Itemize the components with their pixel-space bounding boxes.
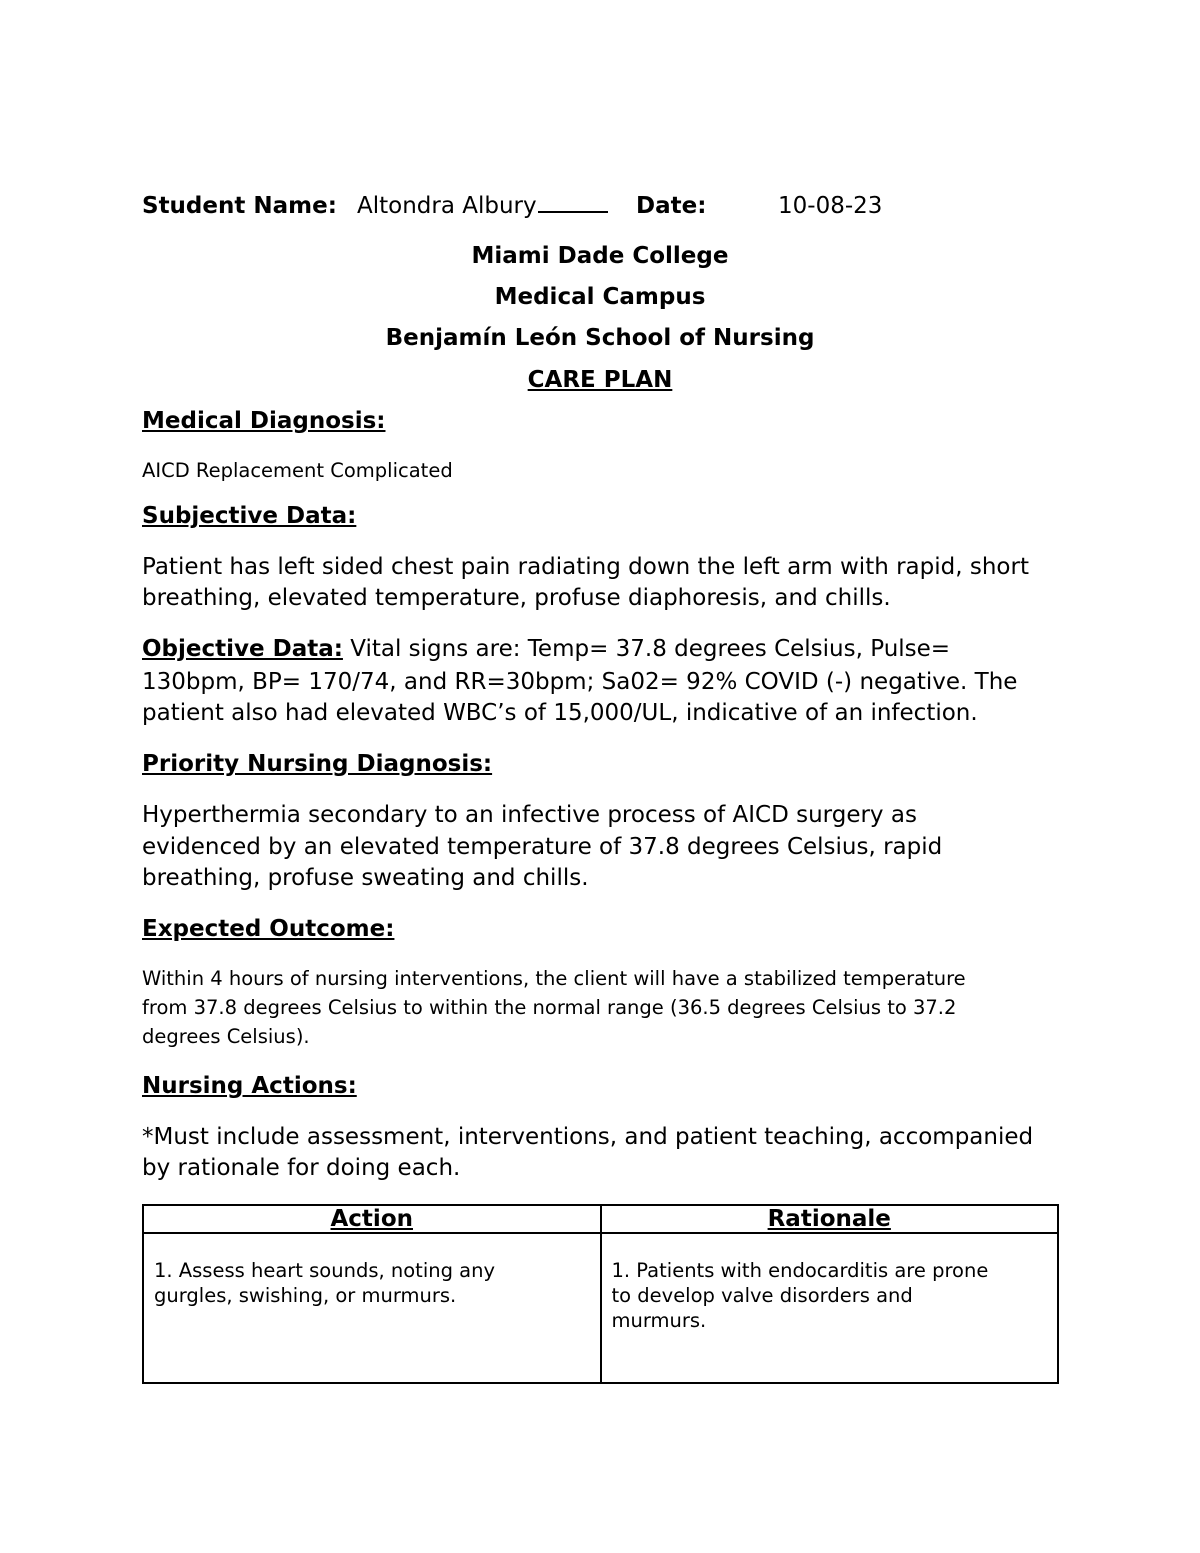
priority-diagnosis-line: breathing, profuse sweating and chills. bbox=[142, 865, 589, 891]
rationale-text-line: murmurs. bbox=[611, 1309, 707, 1332]
name-underline bbox=[538, 210, 608, 213]
school-name: Benjamín León School of Nursing bbox=[385, 325, 815, 351]
table-row bbox=[143, 1233, 1058, 1383]
campus-name: Medical Campus bbox=[494, 284, 706, 310]
medical-diagnosis-heading: Medical Diagnosis: bbox=[142, 408, 386, 434]
student-name-label: Student Name: bbox=[142, 193, 337, 219]
action-text-line: 1. Assess heart sounds, noting any bbox=[154, 1259, 496, 1282]
objective-data-line: patient also had elevated WBC’s of 15,000/UL, indicative of an infection. bbox=[142, 700, 978, 726]
expected-outcome-line: from 37.8 degrees Celsius to within the normal range (36.5 degrees Celsius to 37.2 bbox=[142, 996, 957, 1019]
action-column-header: Action bbox=[143, 1205, 601, 1233]
table-header-row bbox=[143, 1205, 1058, 1233]
objective-data-line bbox=[142, 634, 1058, 665]
action-text-line: gurgles, swishing, or murmurs. bbox=[154, 1284, 457, 1307]
subjective-data-heading: Subjective Data: bbox=[142, 503, 357, 529]
nursing-actions-line: by rationale for doing each. bbox=[142, 1155, 461, 1181]
rationale-cell bbox=[601, 1233, 1059, 1383]
date-value: 10-08-23 bbox=[778, 193, 883, 219]
objective-data-text: Vital signs are: Temp= 37.8 degrees Celsius, Pulse= bbox=[342, 636, 951, 662]
priority-diagnosis-line: evidenced by an elevated temperature of 37.8 degrees Celsius, rapid bbox=[142, 834, 943, 860]
subjective-data-line: breathing, elevated temperature, profuse diaphoresis, and chills. bbox=[142, 585, 891, 611]
actions-table bbox=[142, 1204, 1059, 1384]
objective-data-heading: Objective Data: bbox=[142, 636, 343, 662]
medical-diagnosis-text: AICD Replacement Complicated bbox=[142, 459, 453, 482]
priority-diagnosis-line: Hyperthermia secondary to an infective process of AICD surgery as bbox=[142, 802, 917, 828]
priority-diagnosis-heading: Priority Nursing Diagnosis: bbox=[142, 751, 493, 777]
care-plan-page bbox=[142, 190, 1058, 1384]
expected-outcome-line: degrees Celsius). bbox=[142, 1025, 310, 1048]
student-name-text: Altondra Albury bbox=[357, 193, 537, 219]
expected-outcome-heading: Expected Outcome: bbox=[142, 916, 395, 942]
subjective-data-line: Patient has left sided chest pain radiating down the left arm with rapid, short bbox=[142, 554, 1029, 580]
date-label: Date: bbox=[636, 193, 707, 219]
expected-outcome-line: Within 4 hours of nursing interventions, the client will have a stabilized temperature bbox=[142, 967, 966, 990]
rationale-text-line: 1. Patients with endocarditis are prone bbox=[611, 1259, 989, 1282]
college-name: Miami Dade College bbox=[471, 243, 729, 269]
nursing-actions-heading: Nursing Actions: bbox=[142, 1073, 357, 1099]
nursing-actions-line: *Must include assessment, interventions, and patient teaching, accompanied bbox=[142, 1124, 1034, 1150]
action-cell bbox=[143, 1233, 601, 1383]
student-header bbox=[142, 190, 1058, 222]
document-title: CARE PLAN bbox=[527, 367, 673, 393]
rationale-text-line: to develop valve disorders and bbox=[611, 1284, 913, 1307]
objective-data-line: 130bpm, BP= 170/74, and RR=30bpm; Sa02= 92% COVID (-) negative. The bbox=[142, 669, 1018, 695]
student-name-value bbox=[357, 190, 608, 222]
rationale-column-header: Rationale bbox=[601, 1205, 1059, 1233]
